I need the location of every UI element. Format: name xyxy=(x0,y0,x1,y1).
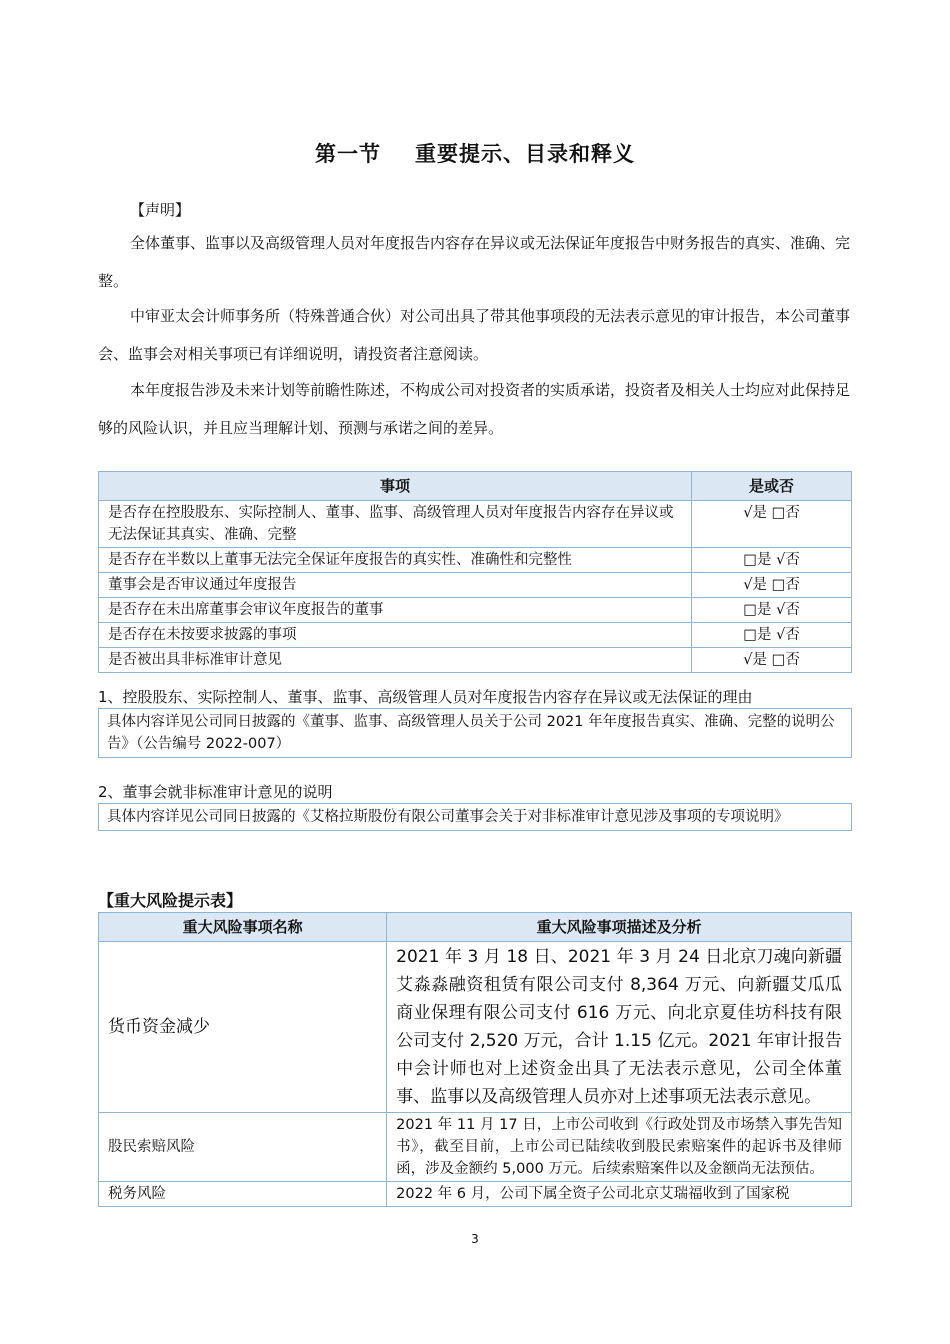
table-row xyxy=(99,573,852,598)
risk-desc: 2022 年 6 月，公司下属全资子公司北京艾瑞福收到了国家税 xyxy=(387,1182,852,1207)
table-row xyxy=(99,598,852,623)
note-1-title: 1、控股股东、实际控制人、董事、监事、高级管理人员对年度报告内容存在异议或无法保证的理由 xyxy=(98,688,753,706)
matter-item: 是否存在半数以上董事无法完全保证年度报告的真实性、准确性和完整性 xyxy=(99,548,692,573)
note-1-content: 具体内容详见公司同日披露的《董事、监事、高级管理人员关于公司 2021 年年度报告真实、准确、完整的说明公告》（公告编号 2022-007） xyxy=(98,708,852,758)
risk-table xyxy=(98,912,852,1207)
section-number: 第一节 xyxy=(315,142,381,166)
matter-answer: □是 √否 xyxy=(692,598,852,623)
table-header-row xyxy=(99,913,852,942)
table-row xyxy=(99,1182,852,1207)
matter-item: 是否存在未按要求披露的事项 xyxy=(99,623,692,648)
page-number: 3 xyxy=(471,1232,479,1246)
declaration-paragraph-1: 全体董事、监事以及高级管理人员对年度报告内容存在异议或无法保证年度报告中财务报告的真实、准确、完整。 xyxy=(98,234,851,290)
header-risk-desc: 重大风险事项描述及分析 xyxy=(387,913,852,942)
table-header-row xyxy=(99,472,852,501)
risk-name: 股民索赔风险 xyxy=(99,1113,387,1182)
declaration-label: 【声明】 xyxy=(130,201,191,219)
risk-desc: 2021 年 11 月 17 日，上市公司收到《行政处罚及市场禁入事先告知书》，截至目前，上市公司已陆续收到股民索赔案件的起诉书及律师函，涉及金额约 5,000 万元。后续索赔案件以及金额尚无法预估。 xyxy=(387,1113,852,1182)
table-row xyxy=(99,548,852,573)
note-2-content: 具体内容详见公司同日披露的《艾格拉斯股份有限公司董事会关于对非标准审计意见涉及事项的专项说明》 xyxy=(98,803,852,831)
matter-item: 是否存在控股股东、实际控制人、董事、监事、高级管理人员对年度报告内容存在异议或无法保证其真实、准确、完整 xyxy=(99,501,692,548)
matter-item: 是否存在未出席董事会审议年度报告的董事 xyxy=(99,598,692,623)
section-name: 重要提示、目录和释义 xyxy=(415,142,635,166)
header-risk-name: 重大风险事项名称 xyxy=(99,913,387,942)
risk-name: 税务风险 xyxy=(99,1182,387,1207)
header-item: 事项 xyxy=(99,472,692,501)
matters-table xyxy=(98,471,852,673)
table-row xyxy=(99,648,852,673)
page-title xyxy=(0,138,950,168)
matter-answer: □是 √否 xyxy=(692,623,852,648)
note-2-title: 2、董事会就非标准审计意见的说明 xyxy=(98,783,333,801)
risk-section-title: 【重大风险提示表】 xyxy=(98,891,243,910)
table-row xyxy=(99,942,852,1113)
risk-desc: 2021 年 3 月 18 日、2021 年 3 月 24 日北京刀魂向新疆艾淼淼融资租赁有限公司支付 8,364 万元、向新疆艾瓜瓜商业保理有限公司支付 616 万元、向北京夏佳坊科技有限公司支付 2,520 万元，合计 1.15 亿元。2021 年审计报告中会计师也对上述资金出具了无法表示意见，公司全体董事、监事以及高级管理人员亦对上述事项无法表示意见。 xyxy=(387,942,852,1113)
matter-answer: √是 □否 xyxy=(692,648,852,673)
matter-answer: □是 √否 xyxy=(692,548,852,573)
header-answer: 是或否 xyxy=(692,472,852,501)
matter-answer: √是 □否 xyxy=(692,501,852,548)
table-row xyxy=(99,1113,852,1182)
table-row xyxy=(99,501,852,548)
matter-item: 董事会是否审议通过年度报告 xyxy=(99,573,692,598)
risk-name: 货币资金减少 xyxy=(99,942,387,1113)
declaration-paragraph-3: 本年度报告涉及未来计划等前瞻性陈述，不构成公司对投资者的实质承诺，投资者及相关人士均应对此保持足够的风险认识，并且应当理解计划、预测与承诺之间的差异。 xyxy=(98,381,851,437)
matter-answer: √是 □否 xyxy=(692,573,852,598)
matter-item: 是否被出具非标准审计意见 xyxy=(99,648,692,673)
table-row xyxy=(99,623,852,648)
declaration-paragraph-2: 中审亚太会计师事务所（特殊普通合伙）对公司出具了带其他事项段的无法表示意见的审计报告，本公司董事会、监事会对相关事项已有详细说明，请投资者注意阅读。 xyxy=(98,307,851,363)
